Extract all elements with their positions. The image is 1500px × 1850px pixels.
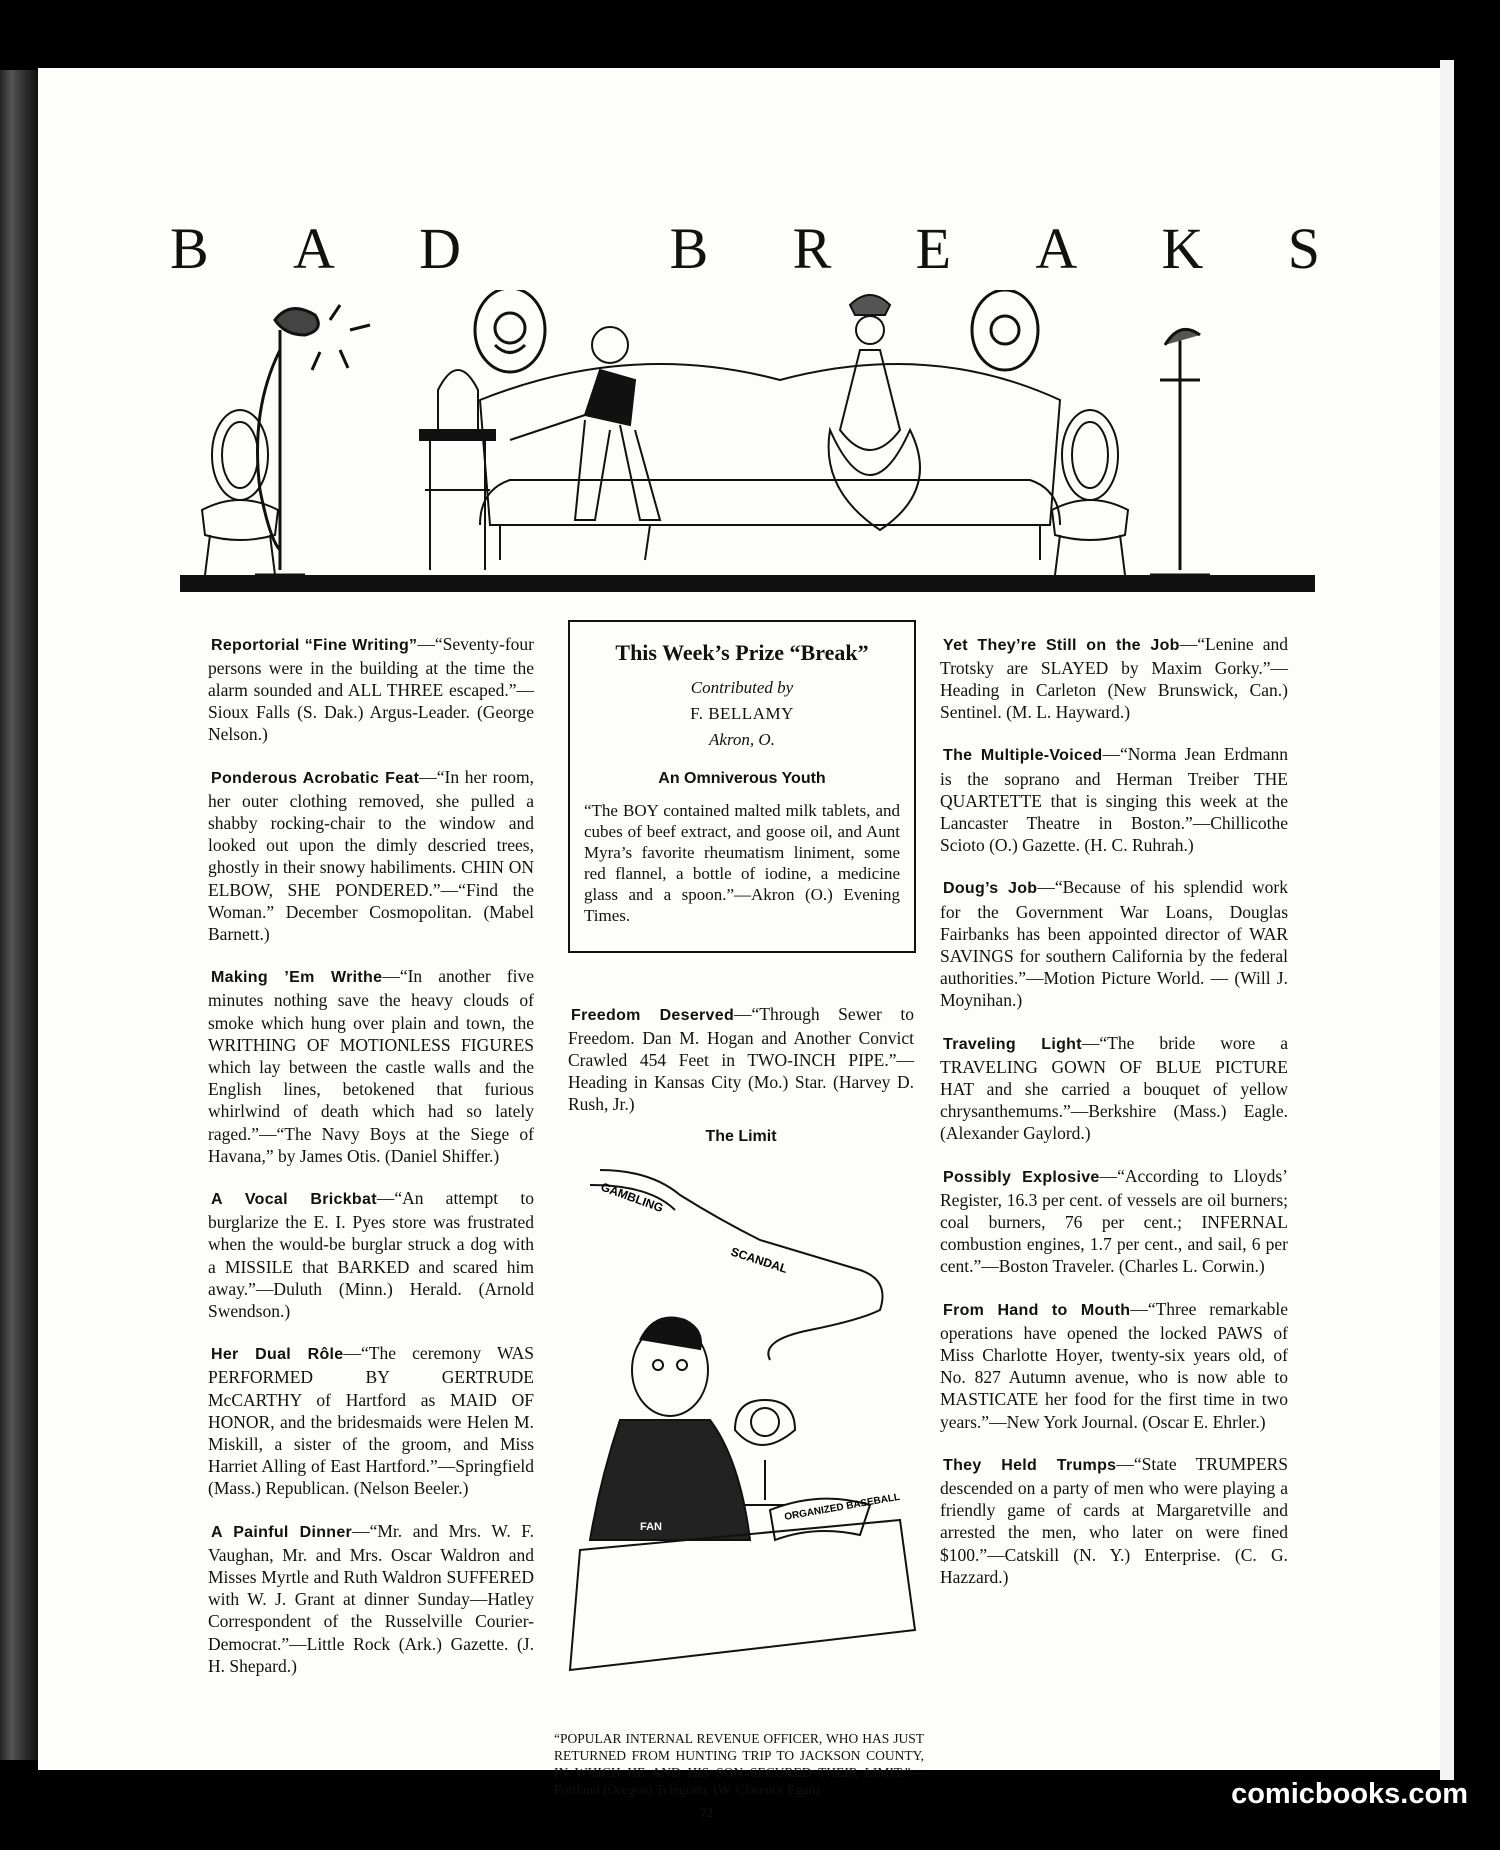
title-letter: R bbox=[792, 216, 832, 281]
prize-box bbox=[568, 620, 916, 953]
item-body: —“Seventy-four persons were in the building at the time the alarm sounded and ALL THREE escaped.”—Sioux Falls (S. Dak.) Argus-Leader. (George Nelson.) bbox=[208, 633, 534, 745]
item-body: —“Three remarkable operations have opened the locked PAWS of Miss Charlotte Hoyer, twenty-six years old, of No. 827 Autumn avenue, who is now able to MASTICATE her food for the first time in two years.”—New York Journal. (Oscar E. Ehrler.) bbox=[940, 1298, 1288, 1432]
prize-place: Akron, O. bbox=[709, 730, 775, 749]
portrait-man bbox=[475, 290, 545, 372]
item-traveling-light bbox=[940, 1032, 1288, 1145]
item-body: —“The ceremony WAS PERFORMED BY GERTRUDE McCARTHY of Hartford as MAID OF HONOR, and the bridesmaids were Helen M. Miskill, a sister of the groom, and Miss Harriet Alling of East Hartford.”—Springfield (Mass.) Republican. (Nelson Beeler.) bbox=[208, 1343, 534, 1499]
right-chair bbox=[1052, 410, 1128, 575]
item-body: —“Lenine and Trotsky are SLAYED by Maxim Gorky.”—Heading in Carleton (New Brunswick, Can.) Sentinel. (M. L. Hayward.) bbox=[940, 633, 1288, 723]
item-heading: Making ’Em Writhe bbox=[211, 969, 383, 987]
column-left bbox=[208, 615, 534, 1697]
item-heading: Ponderous Acrobatic Feat bbox=[211, 769, 420, 787]
man-figure bbox=[510, 327, 660, 520]
label-fan: FAN bbox=[640, 1521, 662, 1533]
woman-figure bbox=[829, 295, 920, 530]
glass-with-ball bbox=[735, 1400, 795, 1505]
item-heading: Her Dual Rôle bbox=[211, 1346, 344, 1364]
title-letter: A bbox=[1035, 216, 1078, 281]
item-heading: Freedom Deserved bbox=[571, 1006, 735, 1024]
title-letter: A bbox=[292, 216, 335, 281]
cartoon-heading: The Limit bbox=[705, 1128, 777, 1145]
limit-cartoon bbox=[560, 1160, 930, 1720]
title-letter: K bbox=[1161, 216, 1204, 281]
item-body: —“The bride wore a TRAVELING GOWN OF BLUE PICTURE HAT and she carried a bouquet of yellow chrysanthemums.”—Berkshire (Mass.) Eagle. (Alexander Gaylord.) bbox=[940, 1032, 1288, 1144]
prize-title: This Week’s Prize “Break” bbox=[615, 640, 869, 665]
item-held-trumps bbox=[940, 1453, 1288, 1588]
book-binding bbox=[0, 70, 38, 1760]
label-gambling: GAMBLING bbox=[598, 1179, 666, 1216]
sofa bbox=[480, 364, 1060, 560]
coat-rack bbox=[1150, 329, 1210, 575]
item-body: —“Because of his splendid work for the Government War Loans, Douglas Fairbanks has been appointed director of WAR SAVINGS for southern California by the federal authorities.”—Motion Picture World. — (Will J. Moynihan.) bbox=[940, 877, 1288, 1011]
title-letter: B bbox=[669, 216, 709, 281]
title-letter: E bbox=[915, 216, 952, 281]
prize-body: “The BOY contained malted milk tablets, and cubes of beef extract, and goose oil, and Aunt Myra’s favorite rheumatism liniment, some red flannel, a bottle of iodine, a medicine glass and a spoon.”—Akron (O.) Evening Times. bbox=[584, 801, 900, 925]
page-title bbox=[170, 215, 1320, 282]
next-page-shadow bbox=[1454, 40, 1500, 1820]
item-heading: A Painful Dinner bbox=[211, 1523, 353, 1541]
item-heading: The Multiple-Voiced bbox=[943, 747, 1103, 765]
prize-subhead: An Omniverous Youth bbox=[658, 770, 826, 787]
page-number: 72 bbox=[700, 1805, 713, 1820]
item-body: —“In another five minutes nothing save the heavy clouds of smoke which hung over plain and town, the WRITHING OF MOTIONLESS FIGURES which lay between the castle walls and the English lines, betokened that furious whirlwind of death which had so lately raged.”—“The Navy Boys at the Siege of Havana,” by James Otis. (Daniel Shiffer.) bbox=[208, 966, 534, 1166]
item-making-em-writhe bbox=[208, 965, 534, 1167]
item-heading: A Vocal Brickbat bbox=[211, 1190, 377, 1208]
telephone-stand bbox=[255, 309, 318, 575]
item-body: —“Through Sewer to Freedom. Dan M. Hogan and Another Convict Crawled 454 Feet in TWO-INCH PIPE.”—Heading in Kansas City (Mo.) Star. (Harvey D. Rush, Jr.) bbox=[568, 1003, 914, 1115]
title-letter: S bbox=[1287, 216, 1320, 281]
title-letter: B bbox=[170, 216, 209, 281]
item-heading: From Hand to Mouth bbox=[943, 1301, 1131, 1319]
label-scandal: SCANDAL bbox=[729, 1244, 790, 1276]
site-watermark: comicbooks.com bbox=[1231, 1778, 1468, 1810]
item-heading: Doug’s Job bbox=[943, 880, 1038, 898]
item-heading: Possibly Explosive bbox=[943, 1168, 1100, 1186]
item-hand-to-mouth bbox=[940, 1298, 1288, 1433]
item-multiple-voiced bbox=[940, 743, 1288, 856]
left-chair bbox=[202, 410, 278, 575]
item-heading: Yet They’re Still on the Job bbox=[943, 636, 1180, 654]
item-reportorial bbox=[208, 633, 534, 746]
item-body: —“State TRUMPERS descended on a party of men who were playing a friendly game of cards at Margaretville and arrested the men, who later on were fined $100.”—Catskill (N. Y.) Enterprise. (C. G. Hazzard.) bbox=[940, 1453, 1288, 1587]
prize-contributed: Contributed by bbox=[690, 678, 794, 697]
prize-contributor: F. BELLAMY bbox=[690, 704, 794, 723]
item-heading: Traveling Light bbox=[943, 1035, 1082, 1053]
item-possibly-explosive bbox=[940, 1165, 1288, 1278]
fan-figure bbox=[590, 1318, 750, 1541]
title-letter: D bbox=[419, 216, 462, 281]
item-ponderous bbox=[208, 766, 534, 946]
item-body: —“Mr. and Mrs. W. F. Vaughan, Mr. and Mrs. Oscar Waldron and Misses Myrtle and Ruth Waldron SUFFERED with W. J. Grant at dinner Sunday—Hatley Correspondent of the Russelville Courier-Democrat.”—Little Rock (Ark.) Gazette. (J. H. Shepard.) bbox=[208, 1520, 534, 1676]
cartoon-caption: “POPULAR INTERNAL REVENUE OFFICER, WHO HAS JUST RETURNED FROM HUNTING TRIP TO JACKSON COUNTY, IN WHICH HE AND HIS SON SECURED THEIR LIMIT.”—Portland (Oregon) Telegram. (W. Clarence Egan) bbox=[554, 1731, 924, 1797]
item-body: —“In her room, her outer clothing removed, she pulled a shabby rocking-chair to the window and looked out upon the dimly descried trees, ghostly in their snowy habiliments. CHIN ON ELBOW, SHE PONDERED.”—“Find the Woman.” December Cosmopolitan. (Mabel Barnett.) bbox=[208, 766, 534, 944]
item-body: —“Norma Jean Erdmann is the soprano and Herman Treiber THE QUARTETTE that is singing this week at the Lancaster Theatre in Boston.”—Chillicothe Scioto (O.) Gazette. (H. C. Ruhrah.) bbox=[940, 744, 1288, 856]
ringing-lines bbox=[312, 305, 370, 370]
column-right bbox=[940, 615, 1288, 1608]
item-painful-dinner bbox=[208, 1520, 534, 1677]
portrait-woman bbox=[972, 290, 1038, 370]
item-vocal-brickbat bbox=[208, 1187, 534, 1322]
item-dual-role bbox=[208, 1342, 534, 1499]
item-dougs-job bbox=[940, 876, 1288, 1011]
item-body: —“An attempt to burglarize the E. I. Pyes store was frustrated when the would-be burglar struck a dog with a MISSILE that BARKED and scared him away.”—Duluth (Minn.) Herald. (Arnold Swendson.) bbox=[208, 1187, 534, 1321]
item-heading: Reportorial “Fine Writing” bbox=[211, 636, 418, 654]
item-body: —“According to Lloyds’ Register, 16.3 per cent. of vessels are oil burners; coal burners, 76 per cent.; INFERNAL combustion engines, 1.7 per cent., and sail, 6 per cent.”—Boston Traveler. (Charles L. Corwin.) bbox=[940, 1165, 1288, 1277]
item-heading: They Held Trumps bbox=[943, 1456, 1117, 1474]
item-freedom-deserved bbox=[568, 1003, 914, 1116]
page-edge bbox=[1440, 60, 1454, 1780]
title-spacer bbox=[545, 215, 585, 282]
label-organized-baseball: ORGANIZED BASEBALL bbox=[783, 1491, 901, 1523]
side-table bbox=[420, 370, 495, 570]
parlor-illustration bbox=[180, 290, 1315, 600]
item-still-on-job bbox=[940, 633, 1288, 724]
